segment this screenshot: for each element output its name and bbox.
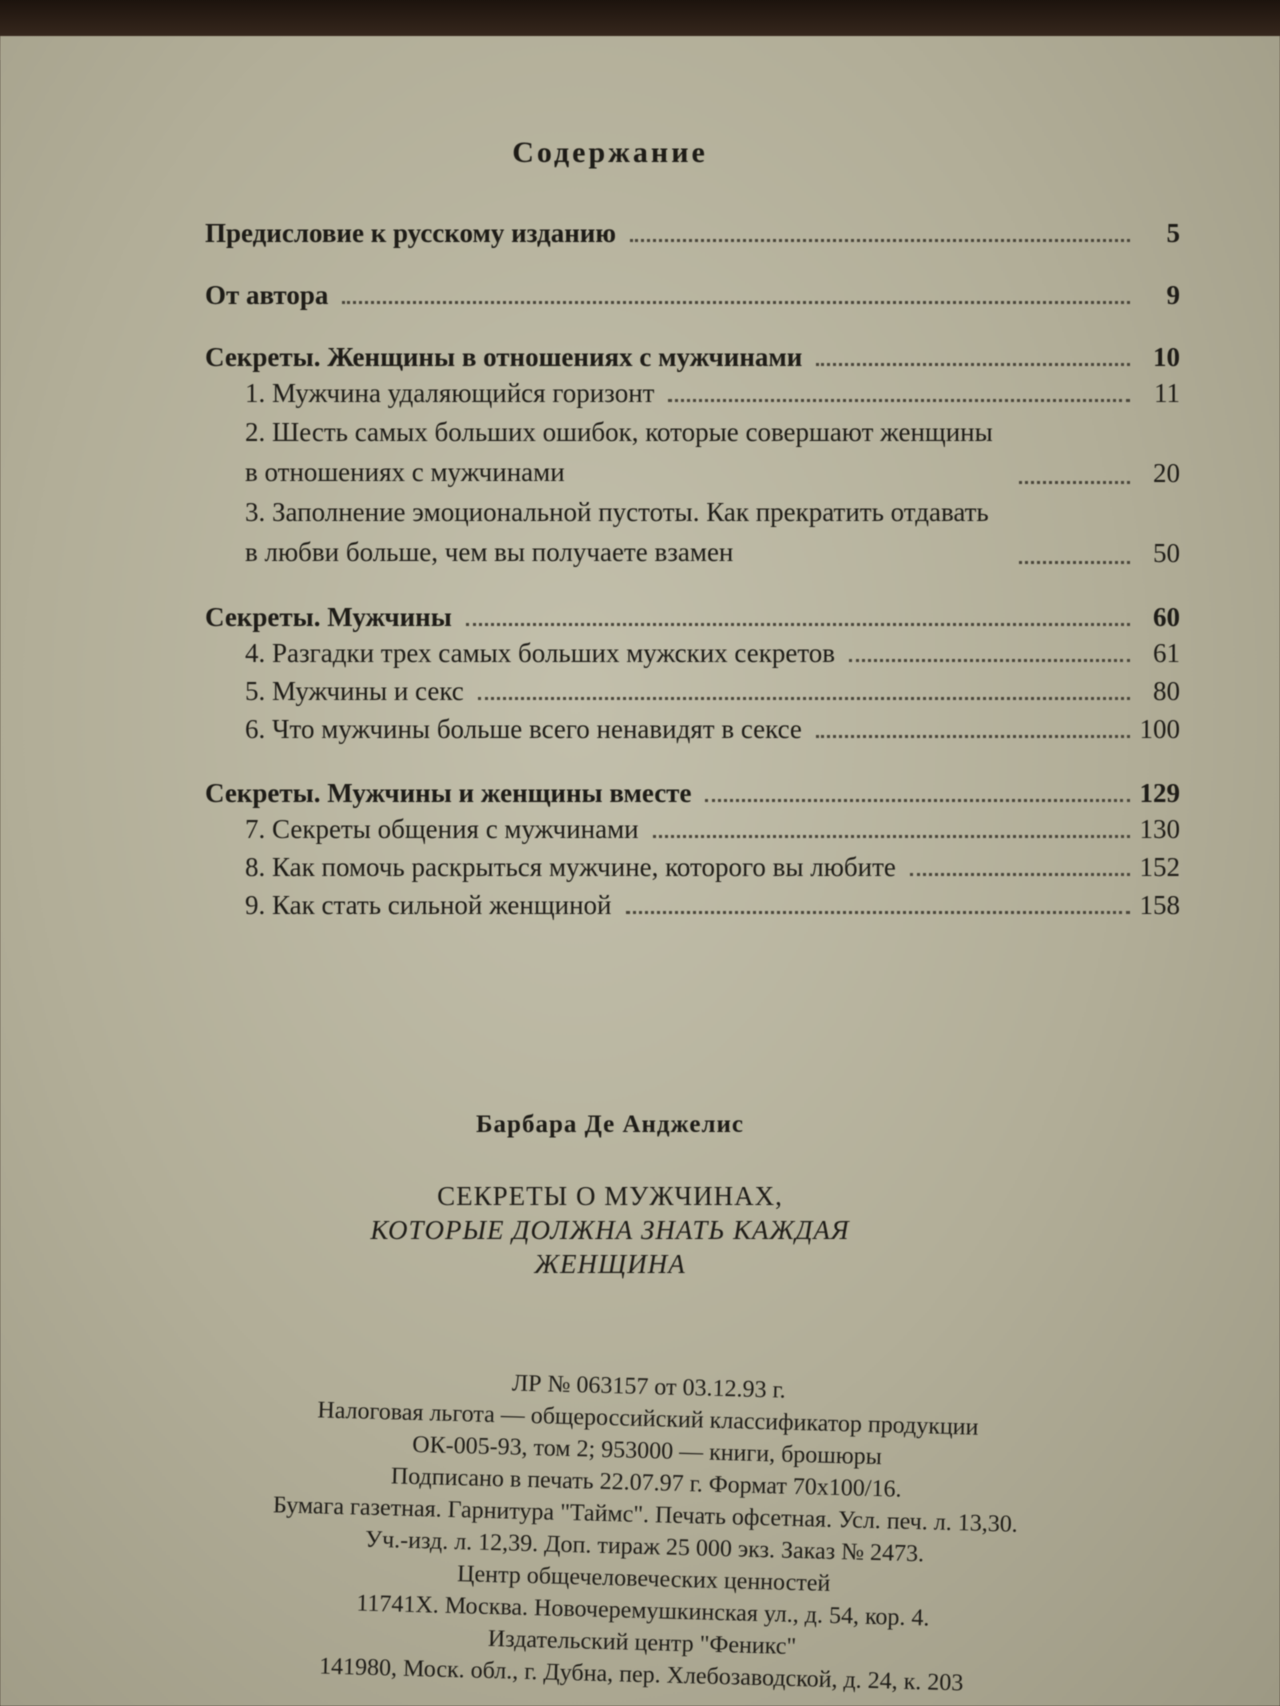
toc-page-number: 50 xyxy=(1153,538,1180,568)
toc-page-number: 9 xyxy=(1166,280,1180,310)
toc-page-number: 61 xyxy=(1153,638,1180,668)
toc-chapter-row xyxy=(245,492,1180,572)
toc-entry-title: От автора xyxy=(205,280,329,310)
toc-entry-title: 3. Заполнение эмоциональной пустоты. Как прекратить отдавать в любви больше, чем вы получаете взамен xyxy=(245,497,989,567)
toc-entry-title: Предисловие к русскому изданию xyxy=(205,218,616,248)
toc-dot-leader xyxy=(849,659,1130,662)
toc-entry-title: Секреты. Мужчины xyxy=(205,602,452,632)
toc-entry-title: 1. Мужчина удаляющийся горизонт xyxy=(245,378,655,408)
toc-page-number: 11 xyxy=(1154,378,1180,408)
toc-entry-title: Секреты. Мужчины и женщины вместе xyxy=(205,778,692,808)
book-title-line-2: КОТОРЫЕ ДОЛЖНА ЗНАТЬ КАЖДАЯ xyxy=(370,1215,850,1245)
toc-dot-leader xyxy=(1019,561,1130,564)
toc-dot-leader xyxy=(705,799,1129,802)
toc-dot-leader xyxy=(626,911,1130,914)
imprint-line: ОК-005-93, том 2; 953000 — книги, брошюры xyxy=(411,1431,883,1471)
toc-entry-title: 2. Шесть самых больших ошибок, которые совершают женщины в отношениях с мужчинами xyxy=(245,417,993,487)
toc-chapter-row xyxy=(245,810,1180,848)
toc-entry-title: 6. Что мужчины больше всего ненавидят в сексе xyxy=(245,714,802,744)
book-title-line-1: СЕКРЕТЫ О МУЖЧИНАХ, xyxy=(437,1181,783,1211)
toc-page-number: 10 xyxy=(1153,342,1180,372)
imprint-line: Издательский центр "Феникс" xyxy=(487,1625,797,1660)
toc-entry-title: 4. Разгадки трех самых больших мужских секретов xyxy=(245,638,836,668)
toc-page-number: 152 xyxy=(1139,852,1180,882)
toc-chapter-row xyxy=(245,886,1180,924)
toc-page-number: 5 xyxy=(1166,218,1180,248)
toc-chapter-row xyxy=(245,848,1180,886)
toc-part-row xyxy=(205,278,1180,312)
toc-chapter-row xyxy=(245,412,1180,492)
toc-entry-title: Секреты. Женщины в отношениях с мужчинами xyxy=(205,342,803,372)
toc-dot-leader xyxy=(816,735,1130,738)
imprint-line: Центр общечеловеческих ценностей xyxy=(456,1561,831,1597)
toc-page-number: 130 xyxy=(1139,814,1180,844)
toc-page-number: 129 xyxy=(1139,778,1180,808)
toc-page-number: 158 xyxy=(1139,890,1180,920)
toc-dot-leader xyxy=(478,697,1130,700)
book-info xyxy=(0,1111,1220,1281)
toc-dot-leader xyxy=(342,301,1130,304)
imprint-line: 141980, Моск. обл., г. Дубна, пер. Хлебозаводской, д. 24, к. 203 xyxy=(318,1653,964,1697)
toc-chapter-row xyxy=(245,710,1180,748)
toc-dot-leader xyxy=(653,835,1130,838)
toc-chapter-row xyxy=(245,374,1180,412)
book-title xyxy=(0,1179,1220,1281)
toc-page-number: 80 xyxy=(1153,676,1180,706)
toc-page-number: 60 xyxy=(1153,602,1180,632)
toc-part-row xyxy=(205,600,1180,634)
toc-dot-leader xyxy=(668,399,1130,402)
author-name: Барбара Де Анджелис xyxy=(476,1111,744,1138)
toc-dot-leader xyxy=(910,873,1130,876)
imprint-line: 11741Х. Москва. Новочеремушкинская ул., д. 54, кор. 4. xyxy=(356,1590,930,1632)
book-title-line-3: ЖЕНЩИНА xyxy=(534,1249,686,1279)
toc-dot-leader xyxy=(466,623,1130,626)
toc-dot-leader xyxy=(1019,481,1130,484)
toc-part-row xyxy=(205,776,1180,810)
imprint-line: Уч.-изд. л. 12,39. Доп. тираж 25 000 экз. Заказ № 2473. xyxy=(364,1526,925,1568)
toc-page-number: 100 xyxy=(1139,714,1180,744)
toc-entry-title: 8. Как помочь раскрыться мужчине, которого вы любите xyxy=(245,852,896,882)
toc-entry-title: 5. Мужчины и секс xyxy=(245,676,464,706)
imprint-block xyxy=(146,1358,1144,1704)
toc-part-row xyxy=(205,216,1180,250)
imprint-line: Налоговая льгота — общероссийский классификатор продукции xyxy=(317,1397,979,1441)
toc-entry-title: 9. Как стать сильной женщиной xyxy=(245,890,612,920)
toc-page-number: 20 xyxy=(1153,458,1180,488)
toc-entry-title: 7. Секреты общения с мужчинами xyxy=(245,814,639,844)
toc-dot-leader xyxy=(630,239,1130,242)
imprint-line: Бумага газетная. Гарнитура "Таймс". Печать офсетная. Усл. печ. л. 13,30. xyxy=(272,1492,1019,1538)
imprint-line: Подписано в печать 22.07.97 г. Формат 70x100/16. xyxy=(390,1463,902,1503)
toc-chapter-row xyxy=(245,634,1180,672)
table-of-contents xyxy=(205,216,1180,924)
toc-heading: Содержание xyxy=(512,136,708,169)
toc-dot-leader xyxy=(816,363,1130,366)
book-page xyxy=(0,36,1280,1706)
toc-chapter-row xyxy=(245,672,1180,710)
imprint-line: ЛР № 063157 от 03.12.93 г. xyxy=(511,1370,786,1404)
toc-part-row xyxy=(205,340,1180,374)
